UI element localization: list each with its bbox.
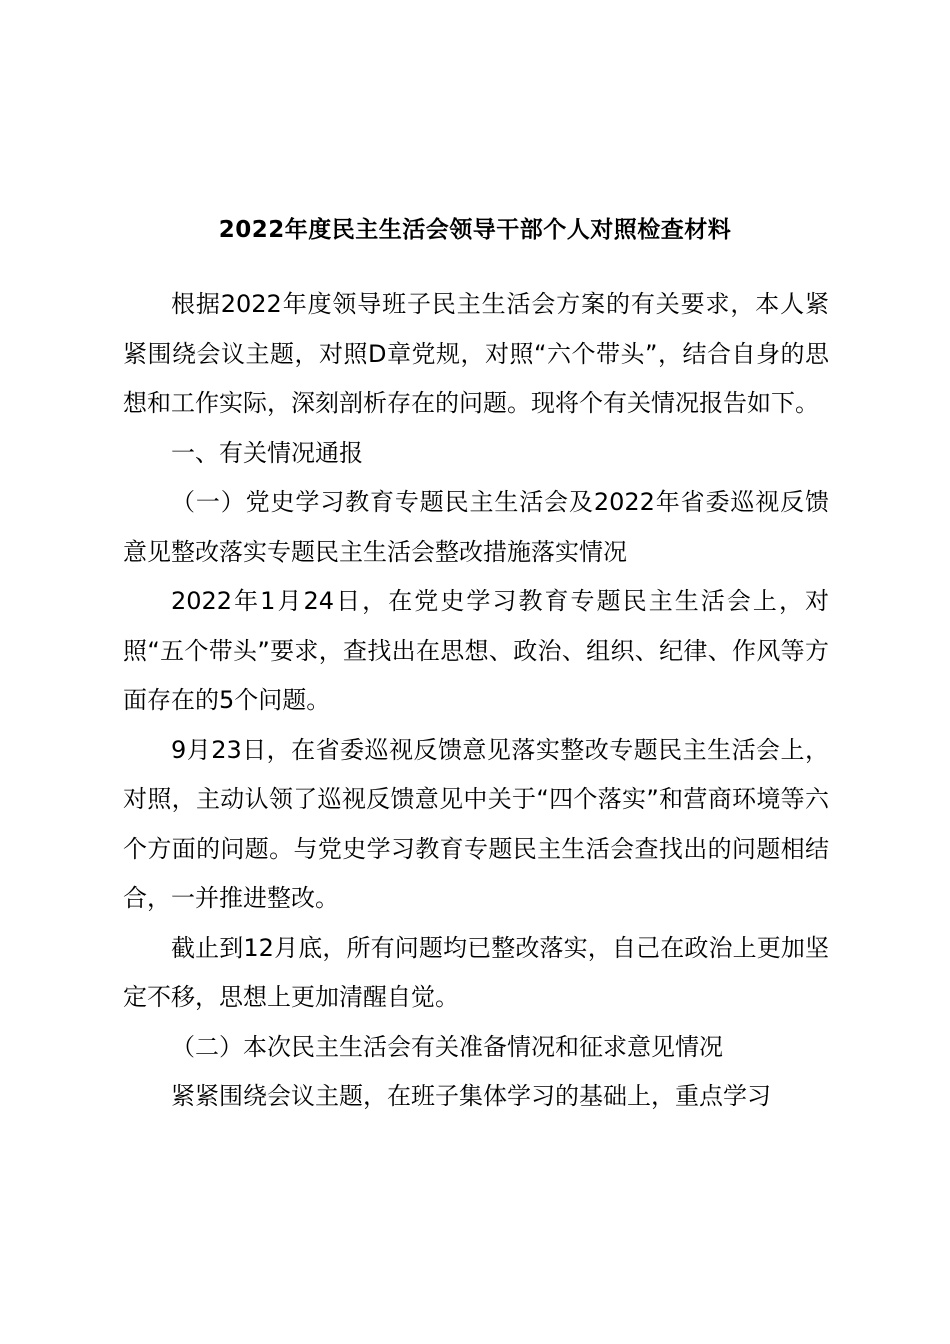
paragraph-preparation: 紧紧围绕会议主题，在班子集体学习的基础上，重点学习	[171, 1082, 771, 1110]
subsection-heading-1: （一）党史学习教育专题民主生活会及2022年省委巡视反馈意见整改落实专题民主生活会整改措施落实情况	[123, 488, 829, 566]
paragraph-intro: 根据2022年度领导班子民主生活会方案的有关要求，本人紧紧围绕会议主题，对照D章党规，对照“六个带头”，结合自身的思想和工作实际，深刻剖析存在的问题。现将个有关情况报告如下。	[123, 290, 829, 417]
paragraph-december: 截止到12月底，所有问题均已整改落实，自己在政治上更加坚定不移，思想上更加清醒自觉。	[123, 933, 829, 1011]
paragraph-september: 9月23日，在省委巡视反馈意见落实整改专题民主生活会上，对照，主动认领了巡视反馈意见中关于“四个落实”和营商环境等六个方面的问题。与党史学习教育专题民主生活会查找出的问题相结合，一并推进整改。	[123, 735, 829, 912]
section-heading-1: 一、有关情况通报	[171, 438, 363, 467]
subsection-heading-2: （二）本次民主生活会有关准备情况和征求意见情况	[171, 1032, 723, 1061]
document-title: 2022年度民主生活会领导干部个人对照检查材料	[218, 217, 732, 243]
paragraph-january: 2022年1月24日，在党史学习教育专题民主生活会上，对照“五个带头”要求，查找出在思想、政治、组织、纪律、作风等方面存在的5个问题。	[123, 587, 829, 714]
document-body	[123, 280, 829, 1122]
